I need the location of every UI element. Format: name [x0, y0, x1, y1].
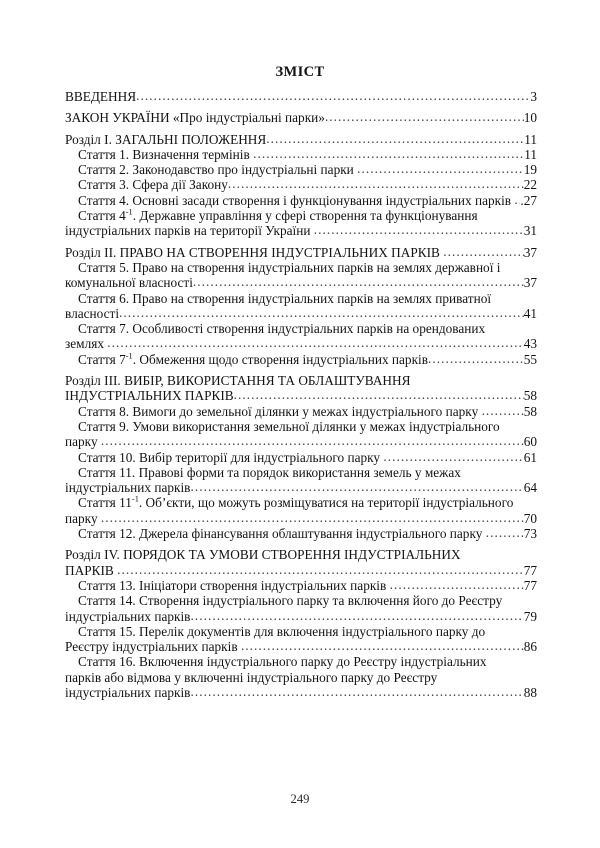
toc-entry-text: Стаття 10. Вибір території для індустріального парку: [78, 449, 384, 465]
toc-page-number: 43: [523, 336, 537, 352]
toc-entry-line: [65, 609, 537, 624]
toc-entry[interactable]: [65, 624, 537, 655]
toc-page-number: 11: [524, 131, 537, 147]
toc-entry-text: Стаття 15. Перелік документів для включення індустріального парку до: [78, 623, 486, 639]
toc-entry-text: Розділ IV. ПОРЯДОК ТА УМОВИ СТВОРЕННЯ ІНДУСТРІАЛЬНИХ: [65, 547, 461, 563]
leader-dots: [266, 131, 524, 146]
toc-entry-text: Розділ I. ЗАГАЛЬНІ ПОЛОЖЕННЯ: [65, 131, 267, 147]
toc-page-number: 22: [523, 177, 537, 193]
toc-page-number: 61: [523, 449, 537, 465]
leader-dots: [241, 638, 524, 653]
toc-entry-line: [65, 260, 537, 275]
toc-entry-line: [65, 321, 537, 336]
toc-entry-text: Стаття 7. Особливості створення індустріальних парків на орендованих: [78, 321, 486, 337]
toc-page-number: 73: [523, 526, 537, 542]
toc-entry-text: ВВЕДЕННЯ: [65, 89, 137, 104]
toc-entry-line: [65, 162, 537, 177]
toc-entry[interactable]: [65, 245, 537, 260]
toc-entry-text: парків або відмова у включенні індустріального парку до Реєстру: [65, 669, 438, 685]
toc-entry-line: [65, 275, 537, 290]
toc-entry-text: Розділ III. ВИБІР, ВИКОРИСТАННЯ ТА ОБЛАШТУВАННЯ: [65, 373, 411, 389]
toc-entry-text: індустріальних парків: [65, 684, 191, 700]
leader-dots: [136, 88, 530, 103]
leader-dots: [119, 305, 524, 320]
toc-entry-text: Стаття 8. Вимоги до земельної ділянки у межах індустріального парку: [78, 403, 482, 419]
toc-entry[interactable]: [65, 352, 537, 367]
leader-dots: [190, 684, 523, 699]
toc-entry[interactable]: [65, 593, 537, 624]
toc-page-number: 77: [523, 562, 537, 578]
page-title: ЗМІСТ: [275, 64, 325, 80]
toc-entry-line: [65, 223, 537, 238]
toc-entry-text: Стаття 13. Ініціатори створення індустріальних парків: [78, 577, 390, 593]
toc-entry-line: [65, 291, 537, 306]
toc-page-number: 77: [523, 577, 537, 593]
toc-entry[interactable]: [65, 373, 537, 404]
toc-page-number: 19: [523, 162, 537, 178]
leader-dots: [101, 510, 524, 525]
leader-dots: [428, 351, 524, 366]
page-number: 249: [290, 792, 310, 806]
toc-entry[interactable]: [65, 547, 537, 578]
leader-dots: [357, 161, 524, 176]
toc-entry-line: [65, 654, 537, 669]
toc-entry[interactable]: [65, 147, 537, 162]
leader-dots: [101, 433, 524, 448]
toc-entry-line: [65, 639, 537, 654]
toc-entry-text: Стаття 11. Правові форми та порядок використання земель у межах: [78, 464, 461, 480]
toc-entry-line: [65, 147, 537, 162]
leader-dots: [325, 109, 524, 124]
toc-entry-line: [65, 495, 537, 510]
toc-entry-text: парку: [65, 510, 101, 526]
toc-page-number: .27: [520, 192, 537, 208]
leader-dots: [117, 562, 524, 577]
leader-dots: [190, 608, 523, 623]
toc-page-number: 60: [523, 434, 537, 450]
toc-entry-line: [65, 526, 537, 541]
toc-entry[interactable]: [65, 89, 537, 104]
leader-dots: [253, 146, 524, 161]
leader-dots: [383, 449, 523, 464]
toc-entry-line: [65, 193, 537, 208]
toc-page-number: 55: [523, 351, 537, 367]
toc-entry-line: [65, 670, 537, 685]
toc-page-number: 37: [523, 275, 537, 291]
toc-entry-line: [65, 434, 537, 449]
toc-entry[interactable]: [65, 260, 537, 291]
toc-entry-line: [65, 593, 537, 608]
toc-entry-line: [65, 419, 537, 434]
toc-page-number: 10: [523, 110, 537, 126]
toc-entry-text: Реєстру індустріальних парків: [65, 639, 241, 655]
toc-entry-text: ЗАКОН УКРАЇНИ «Про індустріальні парки»: [65, 110, 325, 126]
toc-entry-text: Стаття $11^{-1}$. Об’єкти, що можуть розміщуватися на території індустріального: [78, 495, 514, 511]
toc-entry-text: індустріальних парків: [65, 480, 191, 496]
toc-entry-line: [65, 306, 537, 321]
toc-entry-line: [65, 578, 537, 593]
toc-page-number: 64: [523, 480, 537, 496]
toc-entry-line: [65, 563, 537, 578]
toc-entry-text: Стаття 6. Право на створення індустріальних парків на землях приватної: [78, 290, 492, 306]
leader-dots: [514, 192, 520, 207]
toc-entry[interactable]: [65, 193, 537, 208]
toc-entry-line: [65, 685, 537, 700]
toc-entry[interactable]: [65, 177, 537, 192]
toc-entry-line: [65, 388, 537, 403]
toc-entry-text: Розділ II. ПРАВО НА СТВОРЕННЯ ІНДУСТРІАЛЬНИХ ПАРКІВ: [65, 244, 444, 260]
toc-page-number: 86: [523, 639, 537, 655]
toc-entry-text: індустріальних парків: [65, 608, 191, 624]
toc-entry-line: [65, 89, 537, 104]
toc-entry-line: [65, 177, 537, 192]
toc-page-number: 58: [523, 388, 537, 404]
toc-entry-line: [65, 404, 537, 419]
toc-entry-line: [65, 245, 537, 260]
leader-dots: [190, 479, 523, 494]
toc-entry-text: Стаття 3. Сфера дії Закону: [78, 177, 228, 193]
toc-entry[interactable]: [65, 495, 537, 526]
toc-entry[interactable]: [65, 404, 537, 419]
toc-entry-text: Стаття 12. Джерела фінансування облаштування індустріального парку: [78, 526, 486, 542]
toc-entry-text: Стаття $7^{-1}$. Обмеження щодо створення індустріальних парків: [78, 351, 429, 367]
toc-entry-line: [65, 450, 537, 465]
leader-dots: [234, 387, 524, 402]
leader-dots: [314, 222, 524, 237]
toc-entry[interactable]: [65, 110, 537, 125]
toc-entry-line: [65, 132, 537, 147]
leader-dots: [107, 335, 523, 350]
toc-entry-text: Стаття 9. Умови використання земельної ділянки у межах індустріального: [78, 418, 500, 434]
toc-entry-text: Стаття 16. Включення індустріального парку до Реєстру індустріальних: [78, 654, 487, 670]
table-of-contents: [65, 89, 537, 700]
toc-entry[interactable]: [65, 419, 537, 450]
toc-entry-text: Стаття 14. Створення індустріального парку та включення його до Реєстру: [78, 593, 503, 609]
leader-dots: [443, 244, 523, 259]
toc-entry-text: землях: [65, 336, 108, 352]
toc-entry[interactable]: [65, 654, 537, 700]
toc-entry-text: Стаття 1. Визначення термінів: [78, 146, 254, 162]
leader-dots: [193, 274, 524, 289]
leader-dots: [482, 403, 524, 418]
toc-entry[interactable]: [65, 526, 537, 541]
toc-entry[interactable]: [65, 321, 537, 352]
toc-entry[interactable]: [65, 162, 537, 177]
toc-entry-text: ІНДУСТРІАЛЬНИХ ПАРКІВ: [65, 388, 234, 404]
toc-entry-line: [65, 511, 537, 526]
toc-page-number: 31: [523, 223, 537, 239]
toc-entry-line: [65, 480, 537, 495]
leader-dots: [390, 577, 524, 592]
toc-entry[interactable]: [65, 291, 537, 322]
toc-entry-text: власності: [65, 305, 120, 321]
toc-entry-text: індустріальних парків на території України: [65, 223, 314, 239]
toc-entry[interactable]: [65, 578, 537, 593]
toc-page-number: 88: [523, 684, 537, 700]
toc-entry-line: [65, 465, 537, 480]
leader-dots: [486, 525, 524, 540]
toc-entry[interactable]: [65, 208, 537, 239]
toc-entry[interactable]: [65, 465, 537, 496]
toc-entry-line: [65, 547, 537, 562]
toc-entry[interactable]: [65, 132, 537, 147]
toc-entry-line: [65, 336, 537, 351]
toc-page-number: 79: [523, 608, 537, 624]
toc-entry-line: [65, 373, 537, 388]
toc-entry-line: [65, 208, 537, 223]
leader-dots: [228, 176, 524, 191]
toc-page-number: 58: [523, 403, 537, 419]
toc-page-number: 70: [523, 510, 537, 526]
toc-entry-text: Стаття 2. Законодавство про індустріальні парки: [78, 162, 358, 178]
toc-page-number: 37: [523, 244, 537, 260]
toc-entry-text: Стаття 4. Основні засади створення і функціонування індустріальних парків: [78, 192, 515, 208]
toc-entry-line: [65, 624, 537, 639]
toc-entry[interactable]: [65, 450, 537, 465]
toc-page-number: 41: [523, 305, 537, 321]
toc-entry-text: ПАРКІВ: [65, 562, 118, 578]
toc-entry-line: [65, 352, 537, 367]
toc-entry-text: Стаття 5. Право на створення індустріальних парків на землях державної і: [78, 259, 501, 275]
toc-page-number: 11: [524, 146, 537, 162]
toc-page-number: 3: [530, 89, 537, 104]
toc-entry-text: Стаття $4^{-1}$. Державне управління у сфері створення та функціонування: [78, 207, 478, 224]
toc-entry-text: парку: [65, 434, 101, 450]
toc-entry-text: комунальної власності: [65, 275, 193, 291]
toc-entry-line: [65, 110, 537, 125]
